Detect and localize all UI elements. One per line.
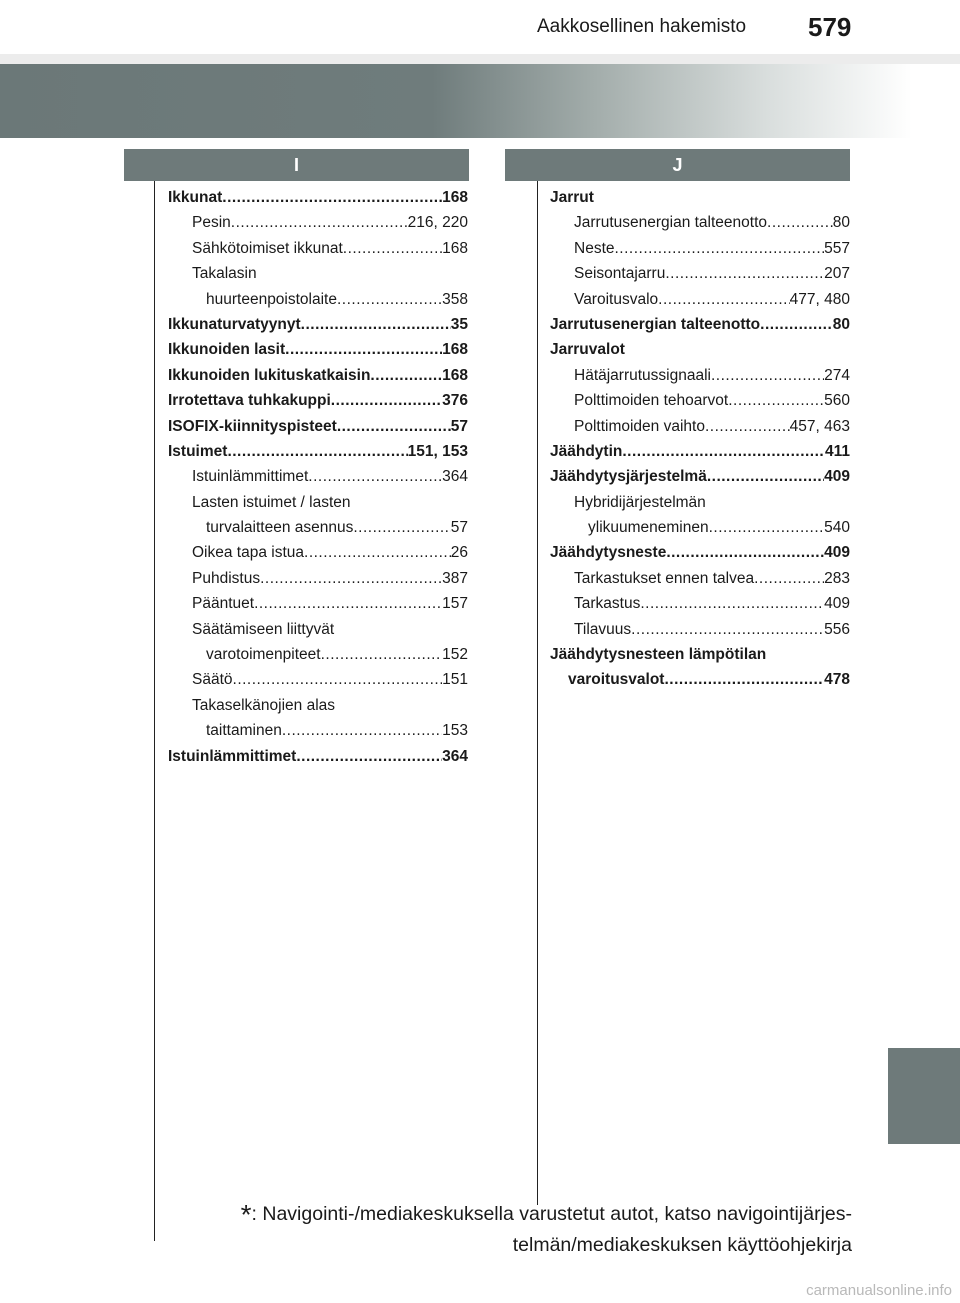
index-entry <box>168 312 468 337</box>
index-entry <box>168 439 468 464</box>
index-entry <box>168 540 468 565</box>
index-term: Irrotettava tuhkakuppi <box>168 392 331 410</box>
dot-leader <box>227 439 407 464</box>
index-entry <box>168 667 468 692</box>
index-entry <box>550 490 850 515</box>
index-term: Jarrutusenergian talteenotto <box>574 214 768 232</box>
index-entry <box>168 414 468 439</box>
page-reference: 57 <box>450 417 468 435</box>
page-reference: 168 <box>442 366 468 384</box>
top-divider <box>0 54 960 64</box>
page-reference: 274 <box>824 366 850 384</box>
dot-leader <box>260 566 442 591</box>
index-term: varotoimenpiteet <box>206 646 321 664</box>
page-reference: 168 <box>442 239 468 257</box>
index-term: Pesin <box>192 214 231 232</box>
page-reference: 364 <box>442 468 468 486</box>
index-entry <box>168 693 468 718</box>
index-entry <box>168 718 468 743</box>
index-entry <box>550 667 850 692</box>
letter-header-left: I <box>124 149 469 181</box>
index-entry <box>550 363 850 388</box>
index-term: Ikkunaturvatyynyt <box>168 315 301 333</box>
footnote <box>241 1199 852 1260</box>
index-term: Tarkastukset ennen talvea <box>574 569 755 587</box>
dot-leader <box>254 591 442 616</box>
index-entry <box>550 337 850 362</box>
index-entry <box>168 287 468 312</box>
index-term: Takalasin <box>192 265 257 283</box>
dot-leader <box>231 210 408 235</box>
index-entry <box>168 617 468 642</box>
dot-leader <box>664 667 824 692</box>
dot-leader <box>337 414 451 439</box>
page-reference: 152 <box>442 646 468 664</box>
index-entry <box>168 566 468 591</box>
page-reference: 409 <box>824 544 850 562</box>
dot-leader <box>321 642 443 667</box>
index-entry <box>168 642 468 667</box>
dot-leader <box>304 540 451 565</box>
page-reference: 80 <box>832 315 850 333</box>
page-reference: 358 <box>442 290 468 308</box>
index-entry <box>550 591 850 616</box>
index-entry <box>550 261 850 286</box>
index-term: Seisontajarru <box>574 265 666 283</box>
page-reference: 216, 220 <box>407 214 468 232</box>
index-entry <box>550 388 850 413</box>
dot-leader <box>337 287 442 312</box>
page-reference: 35 <box>450 315 468 333</box>
footnote-line-1: : Navigointi-/mediakeskuksella varustetut autot, katso navigointijärjes- <box>251 1203 852 1225</box>
dot-leader <box>285 337 442 362</box>
index-term: Jäähdytysjärjestelmä <box>550 468 707 486</box>
dot-leader <box>370 363 442 388</box>
dot-leader <box>233 667 443 692</box>
dot-leader <box>296 744 442 769</box>
index-entry <box>550 515 850 540</box>
index-list-left <box>168 185 468 769</box>
index-term: Sähkötoimiset ikkunat <box>192 239 343 257</box>
index-entry <box>550 540 850 565</box>
watermark: carmanualsonline.info <box>806 1282 952 1299</box>
index-term: Puhdistus <box>192 569 261 587</box>
footnote-symbol: * <box>240 1199 252 1230</box>
index-entry <box>168 363 468 388</box>
index-term: Hybridijärjestelmän <box>574 493 706 511</box>
index-entry <box>550 464 850 489</box>
dot-leader <box>709 515 825 540</box>
dot-leader <box>331 388 442 413</box>
page-reference: 409 <box>824 468 850 486</box>
page-reference: 80 <box>832 214 850 232</box>
index-term: Jarruvalot <box>550 341 625 359</box>
index-entry <box>550 210 850 235</box>
dot-leader <box>666 540 824 565</box>
page-reference: 560 <box>824 392 850 410</box>
page-reference: 283 <box>824 569 850 587</box>
index-term: Jäähdytysnesteen lämpötilan <box>550 646 767 664</box>
page-reference: 26 <box>450 544 468 562</box>
page-reference: 207 <box>824 265 850 283</box>
page-reference: 477, 480 <box>789 290 850 308</box>
index-term: Jarrut <box>550 189 594 206</box>
dot-leader <box>615 236 825 261</box>
index-term: huurteenpoistolaite <box>206 290 337 308</box>
index-term: Ikkunat <box>168 189 223 206</box>
index-entry <box>168 210 468 235</box>
index-entry <box>550 312 850 337</box>
page-reference: 387 <box>442 569 468 587</box>
dot-leader <box>767 210 833 235</box>
index-entry <box>168 337 468 362</box>
index-term: Oikea tapa istua <box>192 544 305 562</box>
footnote-line-2: telmän/mediakeskuksen käyttöohjekirja <box>512 1234 852 1256</box>
letter-header-right: J <box>505 149 850 181</box>
index-term: Neste <box>574 239 615 257</box>
index-term: Jäähdytysneste <box>550 544 667 562</box>
index-entry <box>550 566 850 591</box>
index-term: Istuinlämmittimet <box>192 468 309 486</box>
index-entry <box>168 236 468 261</box>
page-reference: 409 <box>824 595 850 613</box>
page-reference: 478 <box>824 671 850 689</box>
dot-leader <box>754 566 824 591</box>
index-entry <box>168 185 468 210</box>
page-reference: 153 <box>442 722 468 740</box>
page-reference: 557 <box>824 239 850 257</box>
dot-leader <box>711 363 824 388</box>
index-entry <box>168 490 468 515</box>
index-term: varoitusvalot <box>568 671 665 689</box>
index-entry <box>550 236 850 261</box>
index-term: ylikuumeneminen <box>588 519 709 537</box>
index-term: Hätäjarrutussignaali <box>574 366 711 384</box>
dot-leader <box>622 439 825 464</box>
index-term: Jäähdytin <box>550 442 623 460</box>
index-entry <box>168 261 468 286</box>
index-entry <box>168 744 468 769</box>
chapter-thumb-tab <box>888 1048 960 1144</box>
page-reference: 411 <box>824 442 850 460</box>
index-term: Lasten istuimet / lasten <box>192 493 351 511</box>
dot-leader <box>705 414 790 439</box>
section-title: Aakkosellinen hakemisto <box>537 16 747 37</box>
index-term: Säätämiseen liittyvät <box>192 620 335 638</box>
index-term: Takaselkänojien alas <box>192 696 336 714</box>
index-term: Polttimoiden tehoarvot <box>574 392 729 410</box>
page-reference: 168 <box>442 189 468 206</box>
index-entry <box>168 515 468 540</box>
index-term: Tarkastus <box>574 595 641 613</box>
index-term: Tilavuus <box>574 620 632 638</box>
column-rule-right <box>537 181 538 1205</box>
index-term: Ikkunoiden lasit <box>168 341 286 359</box>
dot-leader <box>760 312 833 337</box>
page-reference: 364 <box>442 747 468 765</box>
index-term: Jarrutusenergian talteenotto <box>550 315 761 333</box>
index-entry <box>550 617 850 642</box>
header-banner <box>0 64 960 138</box>
index-term: Pääntuet <box>192 595 255 613</box>
dot-leader <box>631 617 824 642</box>
index-entry <box>550 439 850 464</box>
dot-leader <box>707 464 824 489</box>
index-entry <box>550 185 850 210</box>
dot-leader <box>301 312 451 337</box>
index-list-right <box>550 185 850 693</box>
column-rule-left <box>154 181 155 1241</box>
dot-leader <box>728 388 824 413</box>
index-entry <box>550 642 850 667</box>
page-reference: 457, 463 <box>789 417 850 435</box>
dot-leader <box>222 185 442 210</box>
index-term: Polttimoiden vaihto <box>574 417 705 435</box>
page-reference: 556 <box>824 620 850 638</box>
dot-leader <box>658 287 790 312</box>
index-entry <box>168 464 468 489</box>
page-number: 579 <box>808 12 852 42</box>
page-reference: 57 <box>450 519 468 537</box>
index-term: Istuimet <box>168 442 228 460</box>
index-term: turvalaitteen asennus <box>206 519 354 537</box>
index-term: Ikkunoiden lukituskatkaisin <box>168 366 371 384</box>
index-term: Istuinlämmittimet <box>168 747 297 765</box>
page-reference: 168 <box>442 341 468 359</box>
dot-leader <box>665 261 824 286</box>
index-term: ISOFIX-kiinnityspisteet <box>168 417 337 435</box>
index-term: Varoitusvalo <box>574 290 659 308</box>
dot-leader <box>282 718 442 743</box>
page-reference: 157 <box>442 595 468 613</box>
dot-leader <box>343 236 442 261</box>
index-entry <box>550 287 850 312</box>
index-entry <box>168 591 468 616</box>
index-term: taittaminen <box>206 722 282 740</box>
dot-leader <box>640 591 824 616</box>
index-entry <box>550 414 850 439</box>
dot-leader <box>353 515 450 540</box>
page-reference: 376 <box>442 392 468 410</box>
page-reference: 540 <box>824 519 850 537</box>
page-reference: 151, 153 <box>407 442 468 460</box>
index-term: Säätö <box>192 671 233 689</box>
page-reference: 151 <box>442 671 468 689</box>
index-entry <box>168 388 468 413</box>
dot-leader <box>308 464 442 489</box>
